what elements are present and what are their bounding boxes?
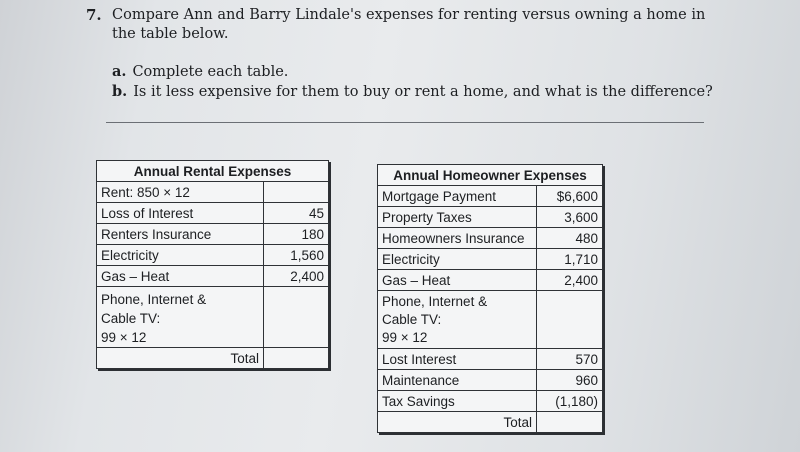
table-row	[97, 203, 329, 224]
total-value	[264, 348, 329, 369]
row-amount: 570	[537, 349, 603, 370]
row-amount: 2,400	[537, 270, 603, 291]
row-label: Electricity	[97, 245, 264, 266]
question-text	[112, 6, 712, 44]
table-row	[97, 266, 329, 287]
part-b-text: Is it less expensive for them to buy or rent a home, and what is the difference?	[133, 84, 713, 100]
part-a-text: Complete each table.	[132, 64, 289, 80]
row-label: Lost Interest	[378, 349, 537, 370]
row-label: Rent: 850 × 12	[97, 182, 264, 203]
row-amount: 480	[537, 228, 603, 249]
part-a-letter: a.	[112, 63, 127, 80]
table-row	[378, 186, 603, 207]
rental-expenses-table	[96, 160, 329, 369]
part-b-letter: b.	[112, 83, 128, 100]
phone-line-3: 99 × 12	[382, 330, 428, 345]
phone-line-2: Cable TV:	[382, 312, 442, 327]
total-label: Total	[378, 412, 537, 433]
row-label: Tax Savings	[378, 391, 537, 412]
phone-row-label	[378, 291, 537, 349]
table-row	[97, 287, 329, 348]
row-amount: 2,400	[264, 266, 329, 287]
phone-line-2: Cable TV:	[101, 311, 161, 326]
homeowner-expenses-table	[377, 164, 603, 433]
total-value	[537, 412, 603, 433]
row-label: Mortgage Payment	[378, 186, 537, 207]
table-row	[378, 207, 603, 228]
row-amount: 960	[537, 370, 603, 391]
question-line-2: the table below.	[112, 26, 229, 42]
part-b	[112, 83, 713, 100]
table-row	[378, 291, 603, 349]
question-line-1: Compare Ann and Barry Lindale's expenses for renting versus owning a home in	[112, 7, 706, 23]
table-row	[97, 182, 329, 203]
row-label: Renters Insurance	[97, 224, 264, 245]
answer-line	[106, 122, 704, 123]
row-amount: (1,180)	[537, 391, 603, 412]
table-row	[378, 391, 603, 412]
phone-row-label	[97, 287, 264, 348]
table-row	[378, 270, 603, 291]
row-amount	[264, 182, 329, 203]
part-a	[112, 63, 288, 80]
phone-row-amount	[537, 291, 603, 349]
row-label: Electricity	[378, 249, 537, 270]
homeowner-table-title: Annual Homeowner Expenses	[378, 165, 603, 186]
rental-table-title: Annual Rental Expenses	[97, 161, 329, 182]
row-label: Property Taxes	[378, 207, 537, 228]
total-label: Total	[97, 348, 264, 369]
row-label: Gas – Heat	[97, 266, 264, 287]
table-row	[97, 224, 329, 245]
table-row	[378, 349, 603, 370]
phone-row-amount	[264, 287, 329, 348]
row-amount: 45	[264, 203, 329, 224]
question-number: 7.	[86, 6, 102, 24]
row-label: Homeowners Insurance	[378, 228, 537, 249]
phone-line-1: Phone, Internet &	[101, 292, 207, 307]
table-row	[378, 228, 603, 249]
row-label: Loss of Interest	[97, 203, 264, 224]
row-label: Gas – Heat	[378, 270, 537, 291]
table-row	[97, 245, 329, 266]
phone-line-1: Phone, Internet &	[382, 294, 488, 309]
total-row	[97, 348, 329, 369]
row-label: Maintenance	[378, 370, 537, 391]
row-amount: 1,560	[264, 245, 329, 266]
table-row	[378, 370, 603, 391]
total-row	[378, 412, 603, 433]
row-amount: $6,600	[537, 186, 603, 207]
row-amount: 1,710	[537, 249, 603, 270]
table-row	[378, 249, 603, 270]
phone-line-3: 99 × 12	[101, 330, 147, 345]
row-amount: 180	[264, 224, 329, 245]
row-amount: 3,600	[537, 207, 603, 228]
